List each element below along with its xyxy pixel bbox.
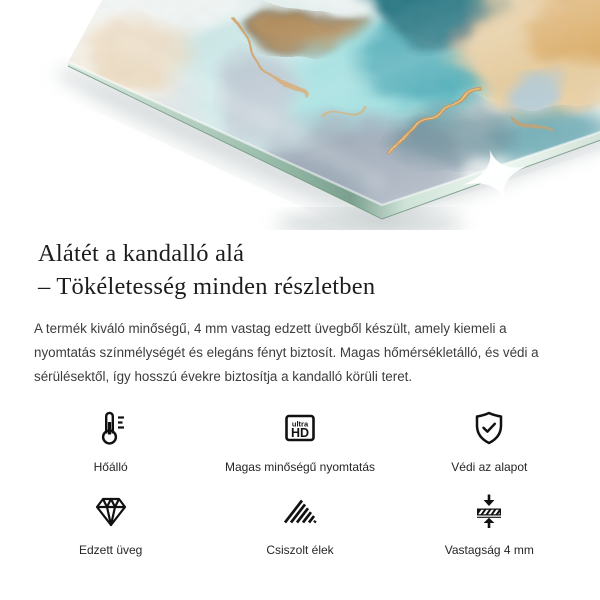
thickness-icon — [469, 491, 509, 531]
ultra-hd-icon-text-top: ultra — [291, 419, 309, 429]
feature-protects-base — [395, 408, 584, 475]
ultra-hd-icon-text-bottom: HD — [290, 425, 310, 440]
thermometer-icon — [91, 408, 131, 448]
feature-polished-edges — [205, 491, 394, 558]
feature-label: Magas minőségű nyomtatás — [224, 459, 376, 474]
title-line-2: – Tökéletesség minden részletben — [38, 273, 376, 300]
product-description: A termék kiváló minőségű, 4 mm vastag edzett üvegből készült, amely kiemeli a nyomtatás színmélységét és elegáns fényt biztosít. Magas hőmérsékletálló, és védi a sérülésektől, így hosszú évekre biztosítja a kandalló körüli teret. — [34, 321, 539, 385]
feature-label: Védi az alapot — [451, 459, 528, 474]
glass-panel-art — [0, 0, 600, 230]
feature-label: Hőálló — [93, 459, 128, 474]
feature-grid — [16, 408, 584, 558]
feature-heat-resistant — [16, 408, 205, 475]
feature-label: Csiszolt élek — [266, 542, 334, 557]
ultra-hd-icon — [280, 408, 320, 448]
polished-edges-icon — [280, 491, 320, 531]
feature-ultra-hd-print — [205, 408, 394, 475]
title-line-1: Alátét a kandalló alá — [38, 240, 245, 267]
feature-tempered-glass — [16, 491, 205, 558]
diamond-icon — [91, 491, 131, 531]
shield-check-icon — [469, 408, 509, 448]
page-title — [38, 237, 560, 303]
feature-thickness — [395, 491, 584, 558]
feature-label: Edzett üveg — [78, 542, 143, 557]
feature-label: Vastagság 4 mm — [444, 542, 534, 557]
product-image — [0, 0, 600, 230]
